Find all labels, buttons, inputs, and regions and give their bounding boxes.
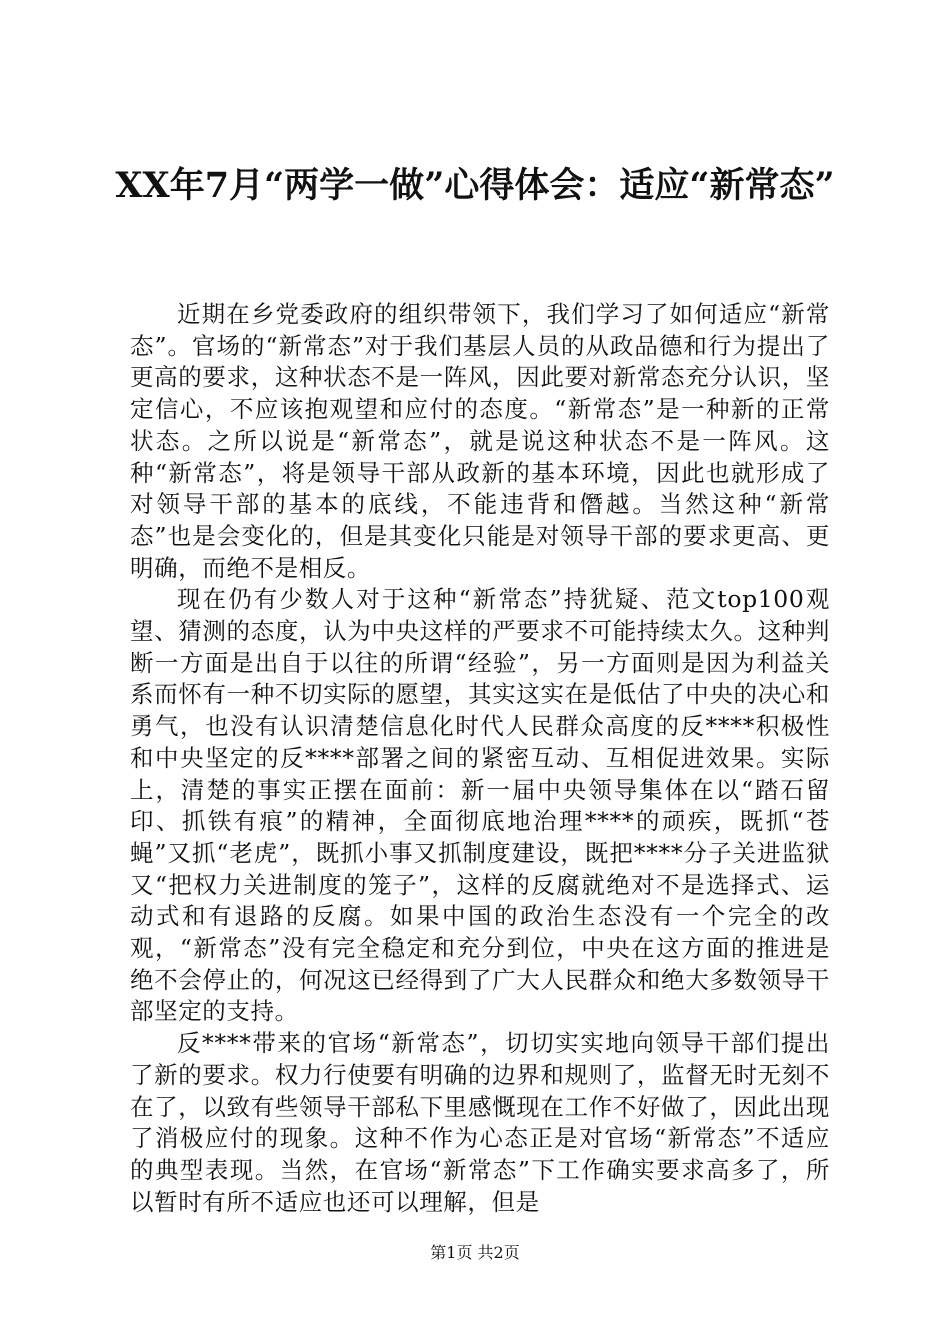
- document-body: [130, 299, 830, 1218]
- paragraph-3: 反****带来的官场“新常态”，切切实实地向领导干部们提出了新的要求。权力行使要有明确的边界和规则了，监督无时无刻不在了，以致有些领导干部私下里感慨现在工作不好做了，因此出现了消极应付的现象。这种不作为心态正是对官场“新常态”不适应的典型表现。当然，在官场“新常态”下工作确实要求高多了，所以暂时有所不适应也还可以理解，但是: [130, 1029, 830, 1216]
- document-title: XX年7月“两学一做”心得体会：适应“新常态”: [115, 165, 835, 206]
- page-footer: 第1页 共2页: [430, 1243, 520, 1262]
- paragraph-1: 近期在乡党委政府的组织带领下，我们学习了如何适应“新常态”。官场的“新常态”对于我们基层人员的从政品德和行为提出了更高的要求，这种状态不是一阵风，因此要对新常态充分认识，坚定信心，不应该抱观望和应付的态度。“新常态”是一种新的正常状态。之所以说是“新常态”，就是说这种状态不是一阵风。这种“新常态”，将是领导干部从政新的基本环境，因此也就形成了对领导干部的基本的底线，不能违背和僭越。当然这种“新常态”也是会变化的，但是其变化只能是对领导干部的要求更高、更明确，而绝不是相反。: [130, 300, 830, 582]
- paragraph-2: 现在仍有少数人对于这种“新常态”持犹疑、范文top100观望、猜测的态度，认为中央这样的严要求不可能持续太久。这种判断一方面是出自于以往的所谓“经验”，另一方面则是因为利益关系而怀有一种不切实际的愿望，其实这实在是低估了中央的决心和勇气，也没有认识清楚信息化时代人民群众高度的反****积极性和中央坚定的反****部署之间的紧密互动、互相促进效果。实际上，清楚的事实正摆在面前：新一届中央领导集体在以“踏石留印、抓铁有痕”的精神，全面彻底地治理****的顽疾，既抓“苍蝇”又抓“老虎”，既抓小事又抓制度建设，既把****分子关进监狱又“把权力关进制度的笼子”，这样的反腐就绝对不是选择式、运动式和有退路的反腐。如果中国的政治生态没有一个完全的改观，“新常态”没有完全稳定和充分到位，中央在这方面的推进是绝不会停止的，何况这已经得到了广大人民群众和绝大多数领导干部坚定的支持。: [130, 585, 830, 1026]
